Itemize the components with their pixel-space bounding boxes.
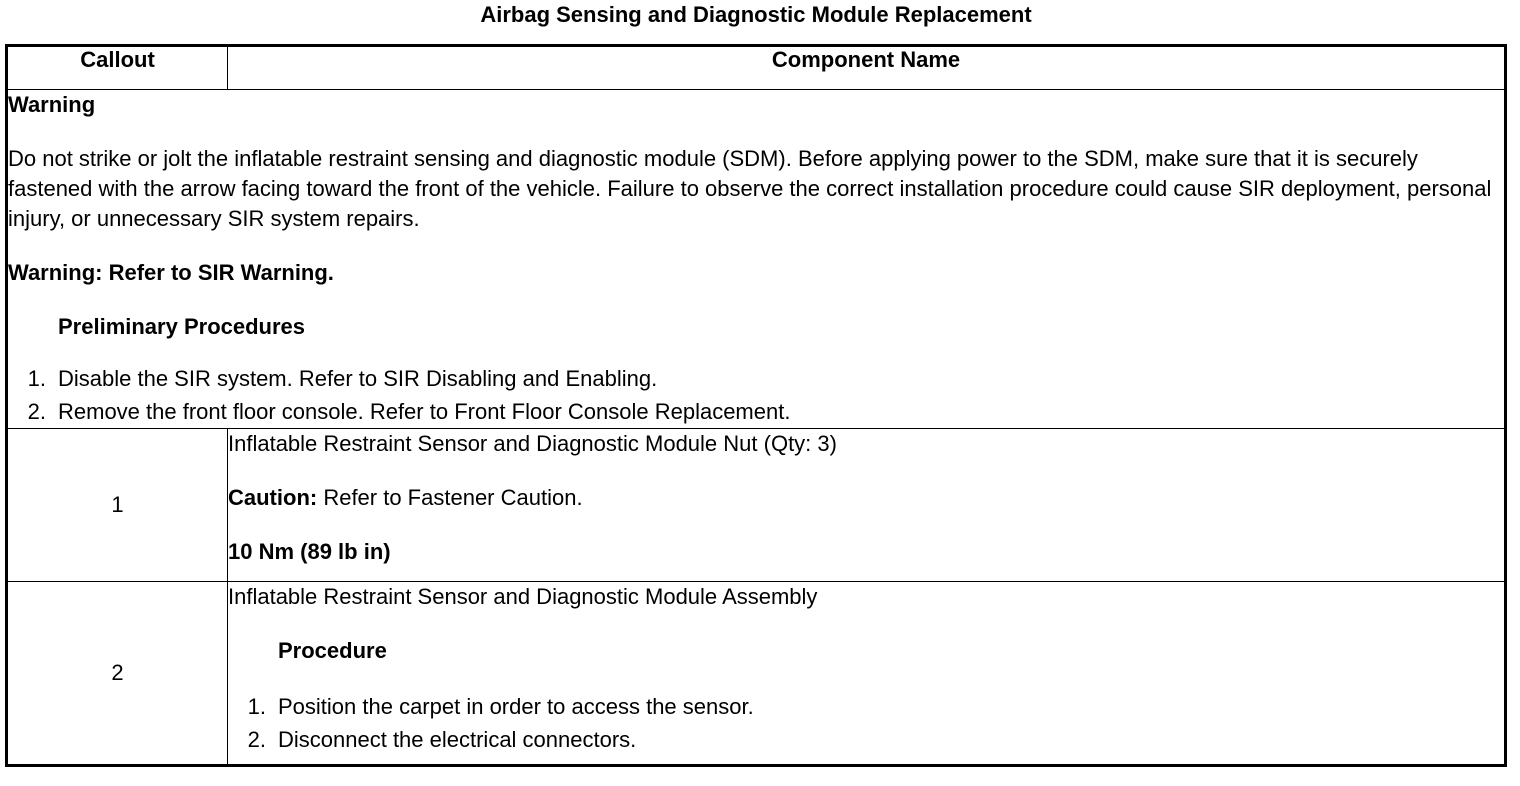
component-name: Inflatable Restraint Sensor and Diagnostic Module Nut (Qty: 3) (228, 431, 837, 456)
procedure-steps-list (228, 690, 1504, 756)
step-number: 1. (247, 694, 266, 719)
table-header-row (7, 46, 1506, 90)
list-item (8, 362, 1504, 395)
sir-warning-reference: Warning: Refer to SIR Warning. (8, 260, 334, 285)
warning-row (7, 90, 1506, 429)
list-item (228, 690, 1504, 723)
callout-cell: 2 (7, 582, 228, 766)
table-row (7, 429, 1506, 582)
component-name: Inflatable Restraint Sensor and Diagnostic Module Assembly (228, 584, 818, 609)
step-text: Disable the SIR system. Refer to SIR Disabling and Enabling. (58, 366, 658, 391)
warning-label: Warning (8, 92, 96, 117)
preliminary-steps-list (8, 362, 1504, 428)
caution-label: Caution: (228, 485, 318, 510)
step-text: Position the carpet in order to access the sensor. (278, 694, 754, 719)
list-item (228, 723, 1504, 756)
callout-cell: 1 (7, 429, 228, 582)
torque-spec: 10 Nm (89 lb in) (228, 539, 391, 564)
component-cell (228, 429, 1506, 582)
column-header-component-name: Component Name (228, 46, 1506, 90)
component-table (5, 44, 1507, 767)
page-title: Airbag Sensing and Diagnostic Module Replacement (480, 2, 1032, 27)
step-number: 1. (27, 366, 46, 391)
caution-line (228, 483, 1504, 513)
caution-text: Refer to Fastener Caution. (317, 485, 583, 510)
column-header-callout: Callout (7, 46, 228, 90)
step-text: Disconnect the electrical connectors. (278, 727, 637, 752)
step-number: 2. (247, 727, 266, 752)
procedure-heading: Procedure (278, 638, 387, 663)
list-item (8, 395, 1504, 428)
warning-text: Do not strike or jolt the inflatable restraint sensing and diagnostic module (SDM). Before applying power to the SDM, make sure that it is securely fastened with the arrow facing toward the front of the vehicle. Failure to observe the correct installation procedure could cause SIR deployment, personal injury, or unnecessary SIR system repairs. (8, 146, 1492, 231)
preliminary-procedures-heading: Preliminary Procedures (58, 314, 306, 339)
step-number: 2. (27, 399, 46, 424)
table-row (7, 582, 1506, 766)
warning-cell (7, 90, 1506, 429)
component-cell (228, 582, 1506, 766)
step-text: Remove the front floor console. Refer to Front Floor Console Replacement. (58, 399, 791, 424)
